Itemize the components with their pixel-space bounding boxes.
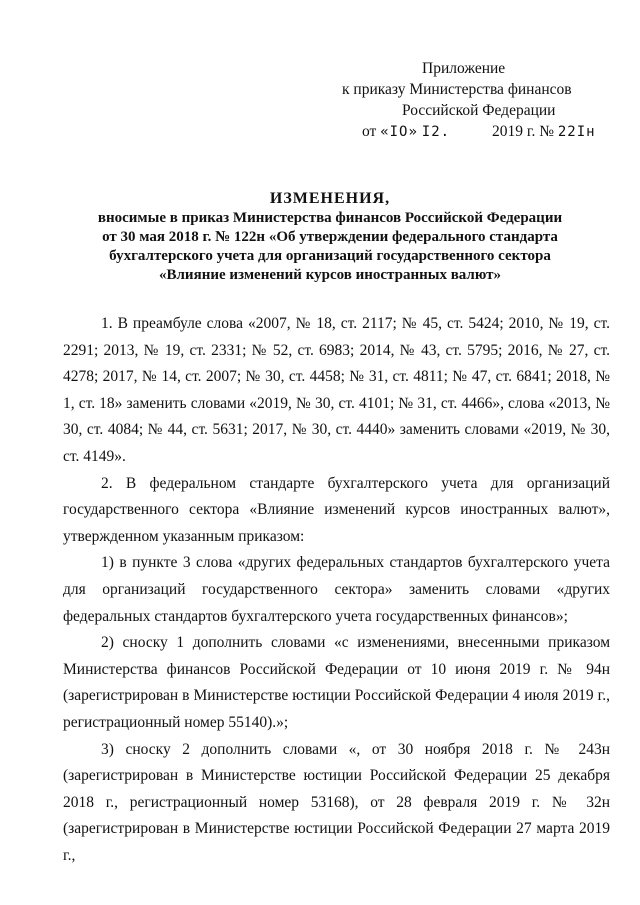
appendix-order-ref: к приказу Министерства финансов <box>342 81 572 98</box>
title-line-1: вносимые в приказ Министерства финансов Российской Федерации <box>97 210 563 226</box>
date-year: 2019 г. № <box>491 123 554 140</box>
paragraph-3: 1) в пункте 3 слова «других федеральных стандартов бухгалтерского учета для организаций государственного сектора» заменить словами «других федеральных стандартов бухгалтерского учета государственных финансов»; <box>63 554 610 625</box>
document-body <box>63 311 610 869</box>
title-line-4: «Влияние изменений курсов иностранных валют» <box>159 267 501 283</box>
date-month: I2. <box>421 124 451 140</box>
document-title <box>60 189 600 285</box>
appendix-date-line <box>330 121 620 143</box>
appendix-label: Приложение <box>422 60 506 77</box>
appendix-country: Российской Федерации <box>402 102 556 119</box>
paragraph-1: 1. В преамбуле слова «2007, № 18, ст. 2117; № 45, ст. 5424; 2010, № 19, ст. 2291; 2013, № 19, ст. 2331; № 52, ст. 6983; 2014, № 43, ст. 5795; 2016, № 27, ст. 4278; 2017, № 14, ст. 2007; № 30, ст. 4458; № 31, ст. 4811; № 47, ст. 6841; 2018, № 1, ст. 18» заменить словами «2019, № 30, ст. 4101; № 31, ст. 4466», слова «2013, № 30, ст. 4084; № 44, ст. 5631; 2017, № 30, ст. 4440» заменить словами «2019, № 30, ст. 4149». <box>63 315 610 465</box>
date-prefix: от <box>362 123 377 140</box>
paragraph-2: 2. В федеральном стандарте бухгалтерского учета для организаций государственного сектора «Влияние изменений курсов иностранных валют», утвержденном указанным приказом: <box>63 474 610 545</box>
title-line-3: бухгалтерского учета для организаций государственного сектора <box>109 248 551 264</box>
paragraph-4: 2) сноску 1 дополнить словами «с изменениями, внесенными приказом Министерства финансов Российской Федерации от 10 июня 2019 г. № 94н (зарегистрирован в Министерстве юстиции Российской Федерации 4 июля 2019 г., регистрационный номер 55140).»; <box>63 634 610 731</box>
order-number: 22Iн <box>557 124 596 140</box>
paragraph-5: 3) сноску 2 дополнить словами «, от 30 ноября 2018 г. № 243н (зарегистрирован в Министерстве юстиции Российской Федерации 25 декабря 2018 г., регистрационный номер 53168), от 28 февраля 2019 г. № 32н (зарегистрирован в Министерстве юстиции Российской Федерации 27 марта 2019 г., <box>63 740 610 864</box>
date-day: «IО» <box>380 124 418 140</box>
title-line-2: от 30 мая 2018 г. № 122н «Об утверждении федерального стандарта <box>102 229 558 245</box>
appendix-header <box>330 58 620 143</box>
title-main: ИЗМЕНЕНИЯ, <box>269 190 391 207</box>
